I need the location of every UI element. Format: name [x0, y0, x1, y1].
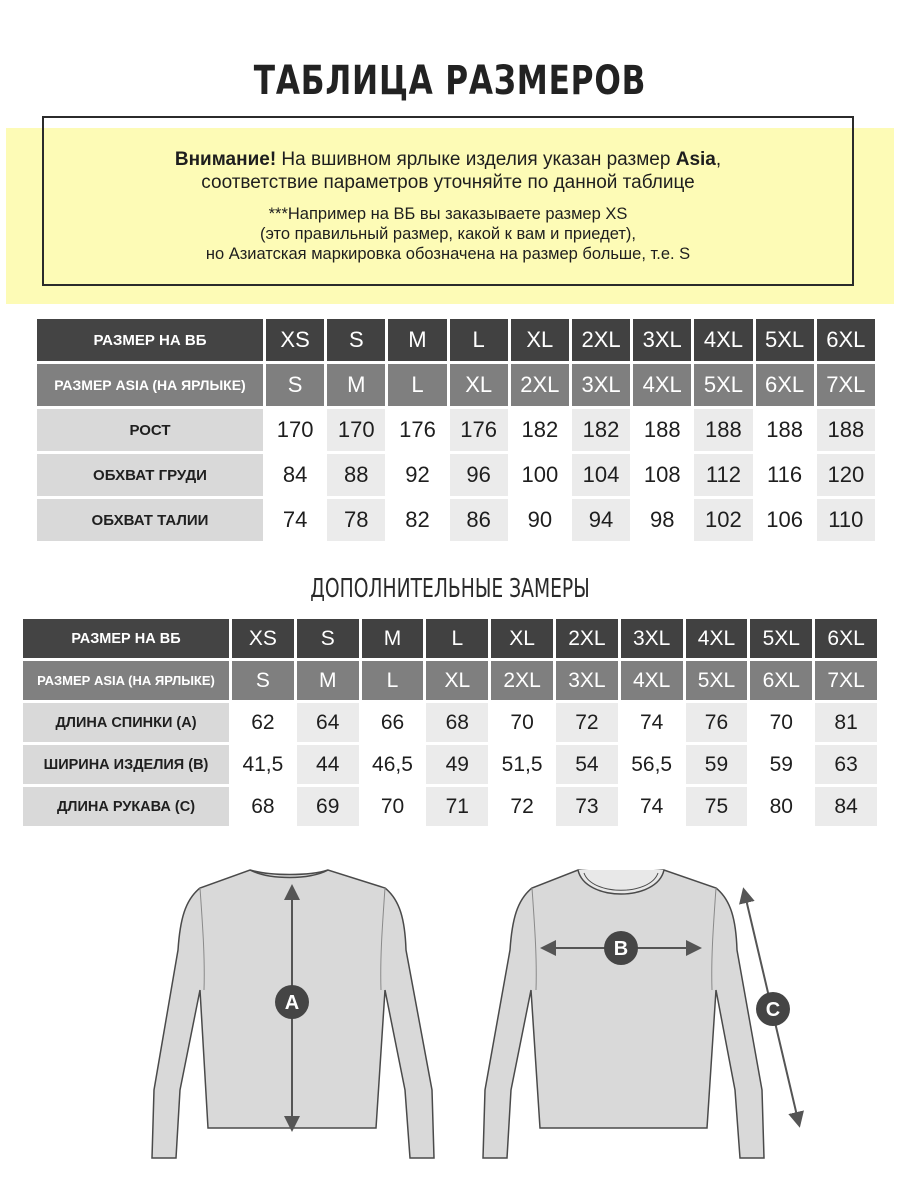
size-table-cell: 5XL	[756, 319, 814, 361]
size-table-cell: 92	[388, 454, 446, 496]
marker-c-label: C	[765, 999, 781, 1021]
notice-example-line3: но Азиатская маркировка обозначена на размер больше, т.е. S	[205, 245, 691, 263]
extra-table-cell: S	[297, 619, 359, 658]
size-table-cell: 2XL	[511, 364, 569, 406]
size-table-cell: 188	[633, 409, 691, 451]
size-table-row-label: РОСТ	[37, 409, 263, 451]
extra-table-cell: 71	[426, 787, 488, 826]
size-table	[34, 316, 878, 544]
extra-table-cell: L	[426, 619, 488, 658]
size-table-cell: XS	[266, 319, 324, 361]
extra-table-cell: 59	[686, 745, 748, 784]
extra-table-row-label: ДЛИНА РУКАВА (С)	[23, 787, 229, 826]
size-table-cell: 90	[511, 499, 569, 541]
extra-table-cell: 63	[815, 745, 877, 784]
extra-table-cell: 73	[556, 787, 618, 826]
extra-table-cell: 70	[362, 787, 424, 826]
extra-table-cell: 68	[426, 703, 488, 742]
extra-table-cell: XL	[426, 661, 488, 700]
size-table-row	[37, 454, 875, 496]
extra-table-cell: 69	[297, 787, 359, 826]
size-table-cell: 86	[450, 499, 508, 541]
extra-table-cell: 72	[556, 703, 618, 742]
size-table-cell: 2XL	[572, 319, 630, 361]
extra-table-row	[23, 745, 877, 784]
size-table-cell: 182	[572, 409, 630, 451]
extra-table-cell: 70	[491, 703, 553, 742]
size-table-cell: 188	[694, 409, 752, 451]
size-table-cell: 5XL	[694, 364, 752, 406]
extra-table-cell: 5XL	[686, 661, 748, 700]
size-table-cell: 7XL	[817, 364, 875, 406]
size-table-cell: 116	[756, 454, 814, 496]
size-table-cell: 170	[327, 409, 385, 451]
extra-table-cell: 2XL	[556, 619, 618, 658]
extra-table-cell: XL	[491, 619, 553, 658]
extra-table-row	[23, 787, 877, 826]
size-table-cell: 4XL	[694, 319, 752, 361]
notice-text-part2: ,	[715, 149, 722, 170]
extra-table-cell: 70	[750, 703, 812, 742]
size-table-cell: L	[388, 364, 446, 406]
extra-table-cell: 7XL	[815, 661, 877, 700]
size-table-cell: 110	[817, 499, 875, 541]
extra-table-cell: 6XL	[815, 619, 877, 658]
size-table-cell: 3XL	[633, 319, 691, 361]
size-table-cell: 78	[327, 499, 385, 541]
size-table-cell: S	[327, 319, 385, 361]
extra-table-row-label: РАЗМЕР ASIA (НА ЯРЛЫКЕ)	[23, 661, 229, 700]
notice-main-text	[44, 148, 852, 194]
extra-table-cell: 2XL	[491, 661, 553, 700]
extra-table-cell: 56,5	[621, 745, 683, 784]
extra-measurements-title: ДОПОЛНИТЕЛЬНЫЕ ЗАМЕРЫ	[310, 574, 590, 604]
extra-table-cell: L	[362, 661, 424, 700]
size-table-cell: 102	[694, 499, 752, 541]
extra-table-cell: 4XL	[686, 619, 748, 658]
size-table-cell: 176	[388, 409, 446, 451]
size-table-cell: 188	[817, 409, 875, 451]
notice-text-part1: На вшивном ярлыке изделия указан размер	[276, 149, 676, 170]
extra-table-cell: 84	[815, 787, 877, 826]
extra-table-cell: 41,5	[232, 745, 294, 784]
extra-table-row-label: ШИРИНА ИЗДЕЛИЯ (В)	[23, 745, 229, 784]
size-table-row-label: ОБХВАТ ТАЛИИ	[37, 499, 263, 541]
size-table-cell: 112	[694, 454, 752, 496]
extra-table-cell: 3XL	[621, 619, 683, 658]
extra-table-row	[23, 703, 877, 742]
size-table-cell: 188	[756, 409, 814, 451]
size-table-cell: XL	[511, 319, 569, 361]
extra-table-cell: 80	[750, 787, 812, 826]
extra-table-cell: 49	[426, 745, 488, 784]
extra-table-cell: M	[362, 619, 424, 658]
extra-table-cell: XS	[232, 619, 294, 658]
notice-brand: Asia	[675, 149, 716, 170]
extra-table-cell: 75	[686, 787, 748, 826]
notice-example	[44, 204, 852, 264]
extra-table-row-label: ДЛИНА СПИНКИ (А)	[23, 703, 229, 742]
size-table-cell: 176	[450, 409, 508, 451]
size-table-cell: 82	[388, 499, 446, 541]
size-table-cell: 96	[450, 454, 508, 496]
size-table-cell: 106	[756, 499, 814, 541]
size-table-cell: M	[327, 364, 385, 406]
extra-table-row	[23, 619, 877, 658]
size-table-row	[37, 319, 875, 361]
size-table-cell: 6XL	[756, 364, 814, 406]
extra-table-cell: 5XL	[750, 619, 812, 658]
extra-table-cell: 59	[750, 745, 812, 784]
extra-table-cell: 3XL	[556, 661, 618, 700]
size-table-cell: 182	[511, 409, 569, 451]
size-table-cell: 170	[266, 409, 324, 451]
extra-table-cell: 51,5	[491, 745, 553, 784]
extra-table-cell: S	[232, 661, 294, 700]
shirt-front-view	[483, 870, 798, 1158]
size-table-cell: 94	[572, 499, 630, 541]
notice-example-line2: (это правильный размер, какой к вам и приедет),	[259, 225, 636, 243]
extra-table-cell: 68	[232, 787, 294, 826]
garment-diagram	[0, 840, 900, 1170]
size-table-cell: 3XL	[572, 364, 630, 406]
marker-b-label: B	[613, 938, 629, 960]
size-table-cell: 6XL	[817, 319, 875, 361]
extra-table-row	[23, 661, 877, 700]
size-table-row-label: РАЗМЕР НА ВБ	[37, 319, 263, 361]
size-table-row	[37, 499, 875, 541]
extra-table-cell: 74	[621, 703, 683, 742]
size-table-cell: 104	[572, 454, 630, 496]
extra-table-cell: M	[297, 661, 359, 700]
notice-example-line1: ***Например на ВБ вы заказываете размер XS	[268, 205, 628, 223]
size-table-cell: 98	[633, 499, 691, 541]
extra-table-cell: 4XL	[621, 661, 683, 700]
extra-table-cell: 54	[556, 745, 618, 784]
size-table-row-label: ОБХВАТ ГРУДИ	[37, 454, 263, 496]
extra-table-cell: 6XL	[750, 661, 812, 700]
size-table-cell: 108	[633, 454, 691, 496]
extra-table-cell: 81	[815, 703, 877, 742]
extra-table-cell: 62	[232, 703, 294, 742]
size-table-row-label: РАЗМЕР ASIA (НА ЯРЛЫКЕ)	[37, 364, 263, 406]
size-table-cell: 4XL	[633, 364, 691, 406]
notice-text-line2: соответствие параметров уточняйте по данной таблице	[201, 172, 695, 193]
size-table-cell: L	[450, 319, 508, 361]
shirt-back-view	[152, 870, 434, 1158]
size-table-cell: 120	[817, 454, 875, 496]
extra-table-cell: 74	[621, 787, 683, 826]
size-table-cell: 88	[327, 454, 385, 496]
extra-table-cell: 46,5	[362, 745, 424, 784]
extra-table-cell: 76	[686, 703, 748, 742]
notice-warning-word: Внимание!	[174, 149, 277, 170]
extra-table-row-label: РАЗМЕР НА ВБ	[23, 619, 229, 658]
size-table-row	[37, 409, 875, 451]
size-table-cell: M	[388, 319, 446, 361]
size-table-cell: 74	[266, 499, 324, 541]
marker-a-label: A	[284, 992, 300, 1014]
size-table-cell: XL	[450, 364, 508, 406]
size-table-cell: S	[266, 364, 324, 406]
extra-table-cell: 66	[362, 703, 424, 742]
extra-table-cell: 64	[297, 703, 359, 742]
size-table-row	[37, 364, 875, 406]
page-title: ТАБЛИЦА РАЗМЕРОВ	[253, 58, 647, 104]
extra-table-cell: 72	[491, 787, 553, 826]
extra-table-cell: 44	[297, 745, 359, 784]
notice-box	[42, 116, 854, 286]
size-table-cell: 84	[266, 454, 324, 496]
extra-measurements-table	[20, 616, 880, 829]
size-table-cell: 100	[511, 454, 569, 496]
